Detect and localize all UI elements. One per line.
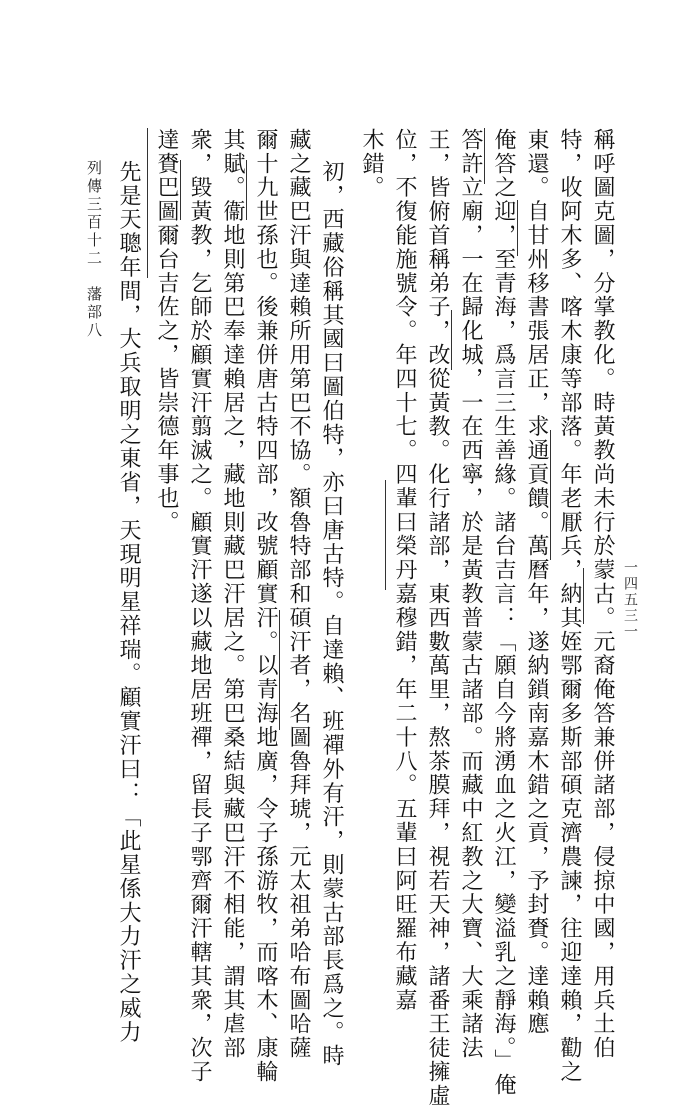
text-column-7: 位，不復能施號令。年四十七。四輩曰榮丹嘉穆錯，年二十八。五輩曰阿旺羅布藏嘉 bbox=[392, 128, 417, 1013]
text-column-9: 初，西藏俗稱其國曰圖伯特，亦曰唐古特。自達賴、班禪外有汗，則蒙古部長爲之。時 bbox=[319, 160, 344, 1069]
text-column-14: 達賚巴圖爾台吉佐之，皆崇德年事也。 bbox=[154, 128, 179, 535]
text-column-13: 衆，毀黃教，乞師於顧實汗翦滅之。顧實汗遂以藏地居班禪，留長子鄂齊爾汗轄其衆，次子 bbox=[187, 128, 212, 1084]
text-column-15: 先是天聰年間，大兵取明之東省，天現明星祥瑞。顧實汗曰：「此星係大力汗之威力 bbox=[116, 160, 141, 1045]
text-column-8: 木錯。 bbox=[359, 128, 384, 200]
text-column-11: 爾十九世孫也。後兼併唐古特四部，改號顧實汗。以青海地廣，令子孫游牧，而喀木、康輪 bbox=[253, 128, 278, 1084]
proper-name-mark bbox=[385, 480, 386, 590]
proper-name-mark bbox=[484, 128, 485, 184]
text-column-4: 俺答之迎，至青海，爲言三生善緣。諸台吉言：「願自今將湧血之火江，變溢乳之靜海。」俺 bbox=[491, 128, 516, 1097]
proper-name-mark bbox=[180, 160, 181, 220]
text-column-2: 特，收阿木多、喀木康等部落。年老厭兵，納其姪鄂爾多斯部碩克濟農諫，往迎達賴，勸之 bbox=[557, 128, 582, 1084]
text-column-3: 東還。自甘州移書張居正，求通貢饋。萬曆年，遂納鎖南嘉木錯之貢，予封賚。達賴應 bbox=[524, 128, 549, 1037]
text-column-1: 稱呼圖克圖，分掌教化。時黃教尚未行於蒙古。元裔俺答兼併諸部，侵掠中國，用兵土伯 bbox=[590, 128, 615, 1061]
proper-name-mark bbox=[279, 610, 280, 730]
text-column-10: 藏之藏巴汗與達賴所用第巴不協。額魯特部和碩汗者，名圖魯拜琥，元太祖弟哈布圖哈薩 bbox=[286, 128, 311, 1061]
proper-name-mark bbox=[583, 568, 584, 624]
text-column-6: 王，皆俯首稱弟子，改從黃教。化行諸部，東西數萬里，熬茶膜拜，視若天神，諸番王徒擁虛 bbox=[425, 128, 450, 1108]
proper-name-mark bbox=[451, 310, 452, 370]
text-column-12: 其賦。衞地則第巴奉達賴居之，藏地則藏巴汗居之。第巴桑結與藏巴汗不相能，謂其虐部 bbox=[220, 128, 245, 1061]
running-title: 列傳三百十二 藩部八 bbox=[85, 160, 103, 340]
proper-name-mark bbox=[517, 200, 518, 256]
proper-name-mark bbox=[147, 128, 148, 278]
proper-name-mark bbox=[246, 160, 247, 220]
page-number: 一四五三一 bbox=[622, 560, 638, 640]
text-column-5: 答許立廟，一在歸化城，一在西寧，於是黃教普蒙古諸部。而藏中紅教之大寶、大乘諸法 bbox=[458, 128, 483, 1061]
proper-name-mark bbox=[550, 430, 551, 560]
